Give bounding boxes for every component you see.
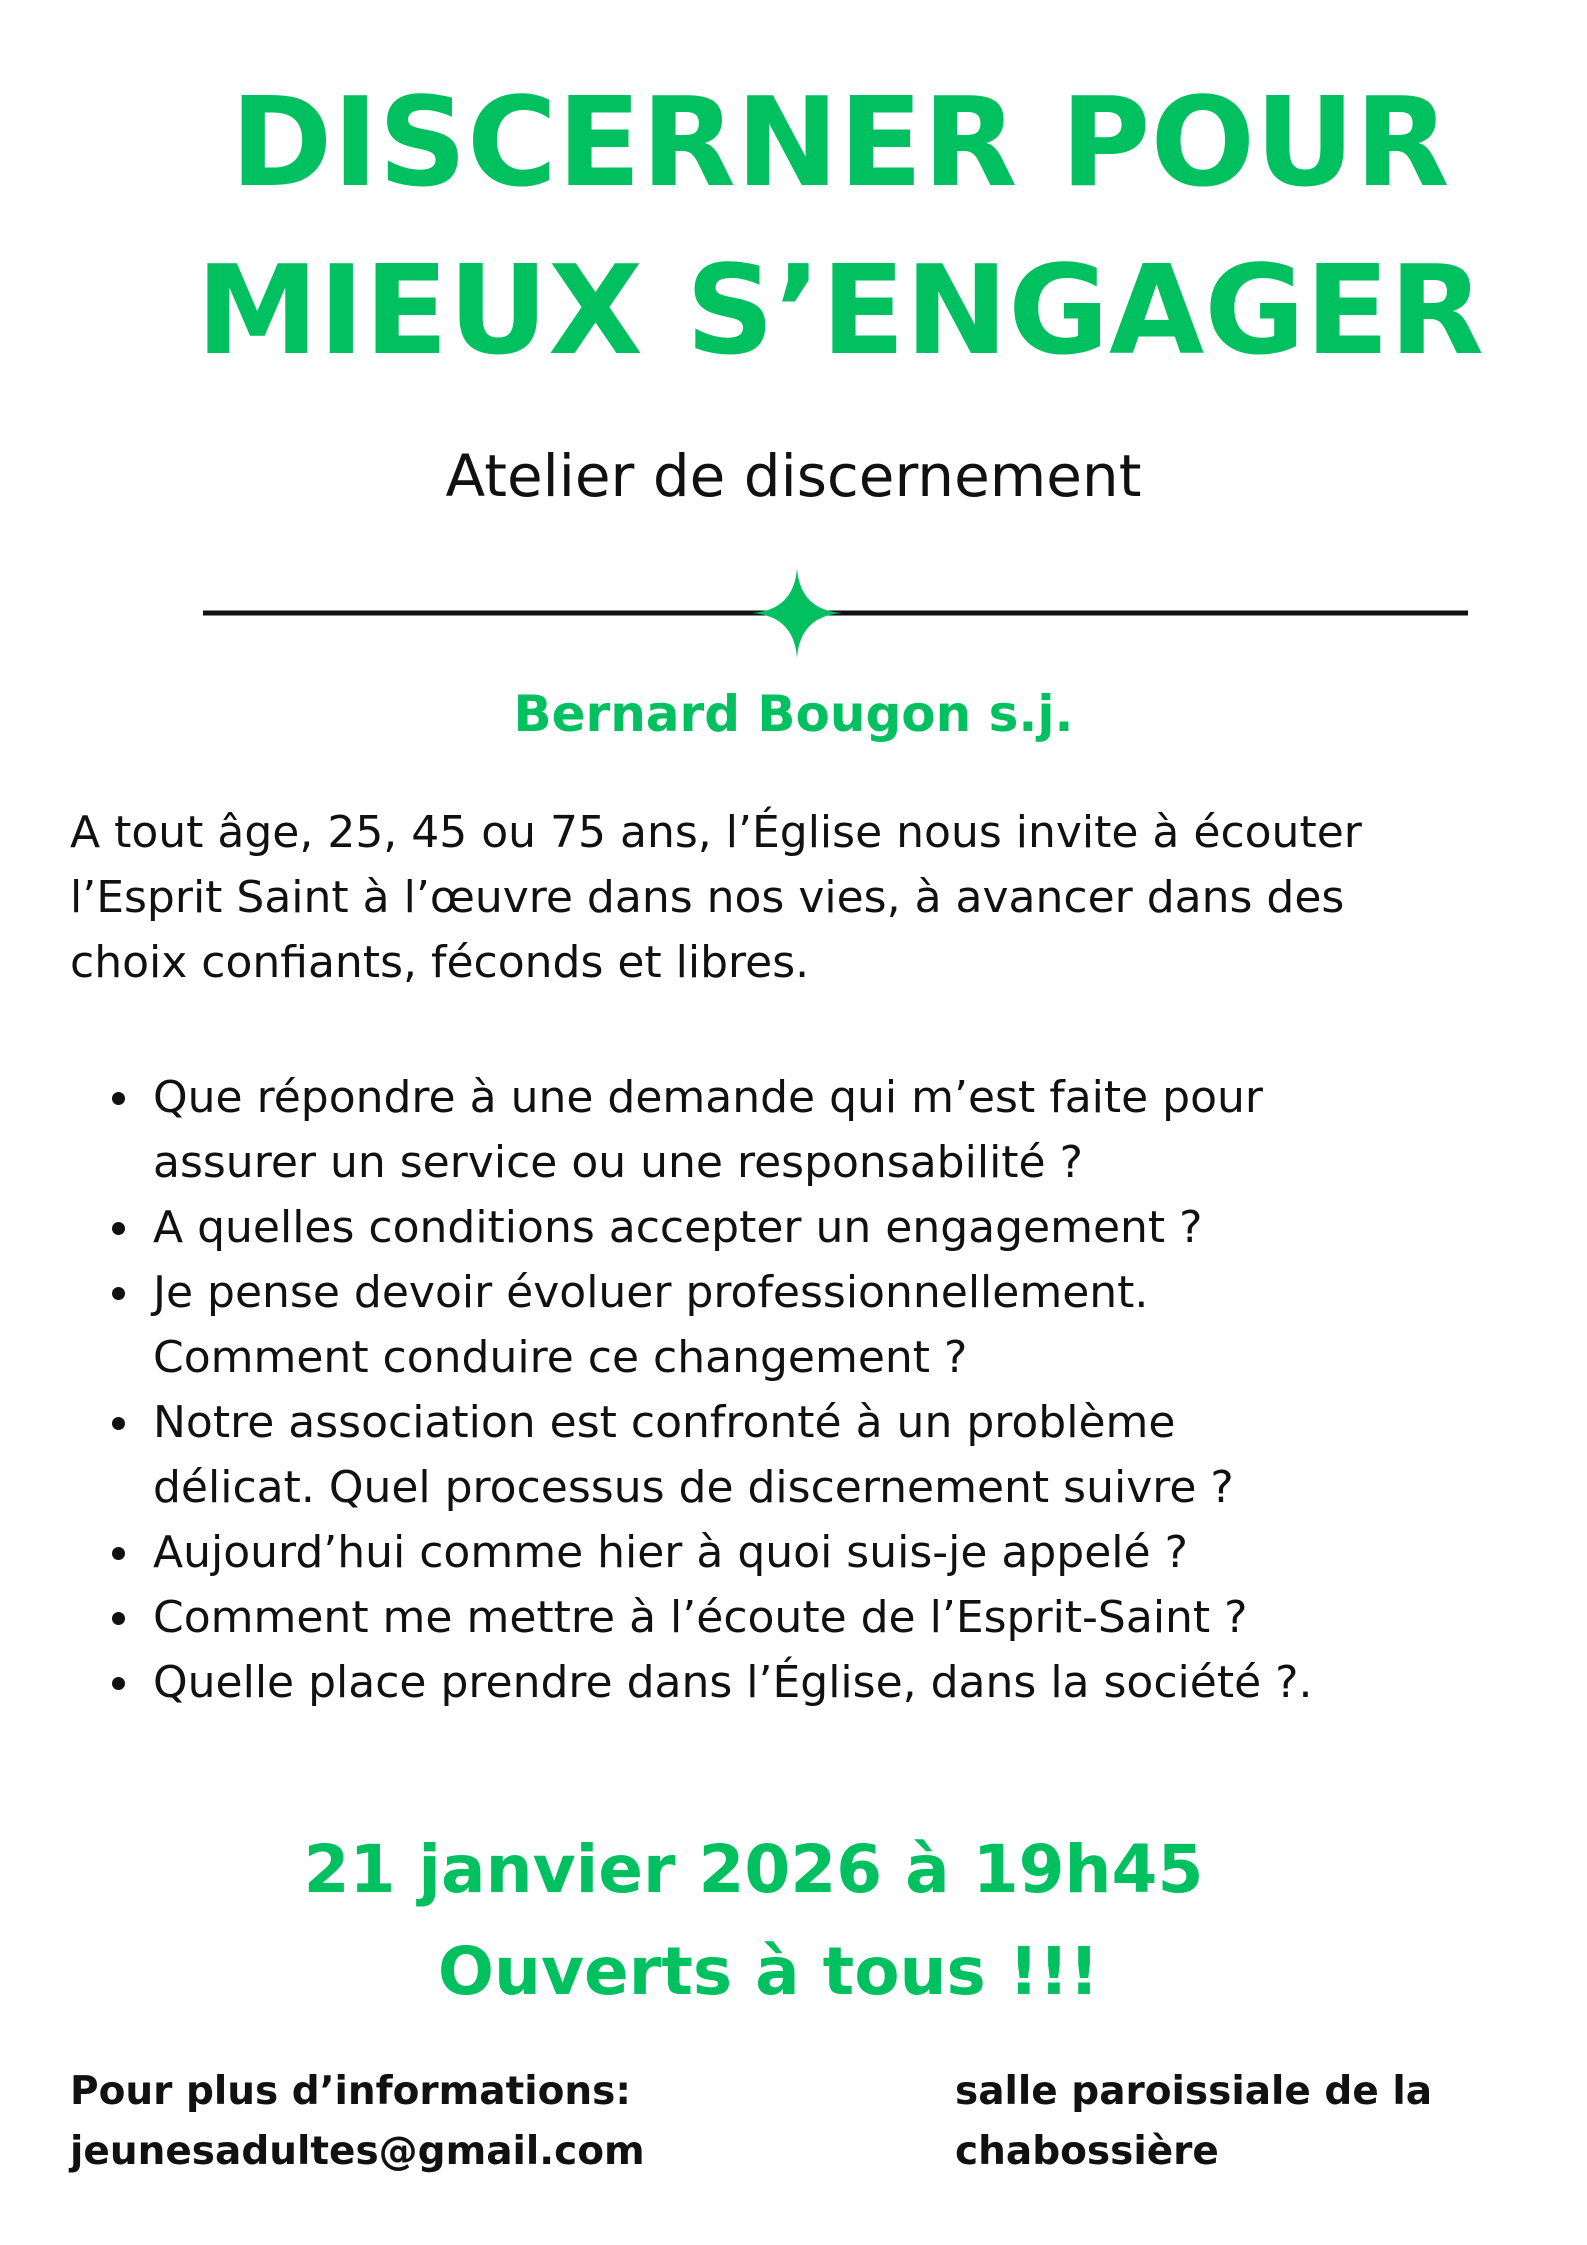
intro-line: l’Esprit Saint à l’œuvre dans nos vies, à avancer dans des [70,872,1345,923]
contact-label: Pour plus d’informations: [70,2069,631,2114]
list-item [70,1065,1520,1195]
event-date: 21 janvier 2026 à 19h45 [303,1831,1204,1908]
list-item [70,1520,1520,1585]
list-item-line: Que répondre à une demande qui m’est faite pour [153,1072,1264,1123]
list-item-line: Quelle place prendre dans l’Église, dans la société ?. [153,1657,1313,1708]
author: Bernard Bougon s.j. [513,685,1074,743]
list-item-line: Je pense devoir évoluer professionnellement. [153,1267,1149,1318]
venue-line: salle paroissiale de la [955,2069,1433,2114]
bullet-icon [112,1547,125,1560]
list-item-line: Comment me mettre à l’écoute de l’Esprit-Saint ? [153,1592,1248,1643]
bullet-icon [112,1417,125,1430]
bullet-icon [112,1677,125,1690]
divider [203,568,1468,658]
list-item [70,1195,1520,1260]
bullet-icon [112,1287,125,1300]
venue-block [955,2062,1432,2182]
list-item [70,1650,1520,1715]
list-item-line: assurer un service ou une responsabilité ? [153,1137,1083,1188]
list-item-line: Notre association est confronté à un problème [153,1397,1176,1448]
list-item [70,1585,1520,1650]
event-open-to-all: Ouverts à tous !!! [437,1933,1100,2010]
bullet-icon [112,1222,125,1235]
title-line-1: DISCERNER POUR [230,72,1450,215]
question-list [70,1065,1520,1715]
bullet-icon [112,1612,125,1625]
list-item-line: délicat. Quel processus de discernement suivre ? [153,1462,1234,1513]
list-item [70,1390,1520,1520]
bullet-icon [112,1092,125,1105]
list-item-line: Comment conduire ce changement ? [153,1332,968,1383]
subtitle: Atelier de discernement [445,442,1142,510]
title-line-2: MIEUX S’ENGAGER [196,240,1484,383]
list-item-line: A quelles conditions accepter un engagement ? [153,1202,1203,1253]
intro-paragraph [70,800,1510,995]
intro-line: choix confiants, féconds et libres. [70,937,810,988]
list-item [70,1260,1520,1390]
contact-email[interactable]: jeunesadultes@gmail.com [70,2129,645,2174]
intro-line: A tout âge, 25, 45 ou 75 ans, l’Église nous invite à écouter [70,807,1362,858]
contact-block [70,2062,645,2182]
list-item-line: Aujourd’hui comme hier à quoi suis-je appelé ? [153,1527,1188,1578]
venue-line: chabossière [955,2129,1219,2174]
four-point-star-icon [752,568,842,658]
